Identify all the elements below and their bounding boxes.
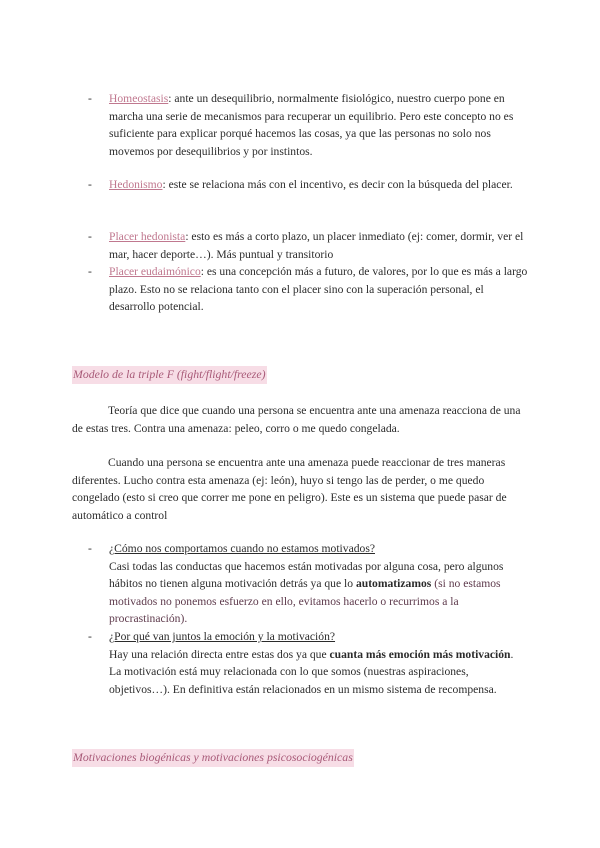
question-text: ¿Por qué van juntos la emoción y la motivación? <box>109 630 336 643</box>
bullet-text <box>109 540 528 628</box>
bullet-dash: - <box>88 178 92 191</box>
paragraph: Cuando una persona se encuentra ante una amenaza puede reaccionar de tres maneras diferentes. Lucho contra esta amenaza (ej: león), huyo si tengo las de perder, o me quedo congelado (esto si creo que correr me pone en peligro). Este es un sistema que puede pasar de automático a control <box>72 456 507 522</box>
term-placer-hedonista: Placer hedonista <box>109 230 186 243</box>
definition-text: : esto es más a corto plazo, un placer inmediato (ej: comer, dormir, ver el mar, hacer deporte…). Más puntual y transitorio <box>109 230 524 261</box>
answer-emphasis: cuanta más emoción más motivación <box>329 647 511 661</box>
list-item <box>88 90 528 160</box>
bullet-text <box>109 90 528 160</box>
answer-part: . La motivación está muy relacionada con lo que somos (nuestras aspiraciones, objetivos…). En definitiva están relacionados en un mismo sistema de recompensa. <box>109 647 514 696</box>
bullet-text <box>109 228 528 263</box>
answer-part: Hay una relación directa entre estas dos ya que <box>109 647 330 661</box>
definition-text: : es una concepción más a futuro, de valores, por lo que es más a largo plazo. Esto no se relaciona tanto con el placer sino con la superación personal, el desarrollo potencial. <box>109 265 528 313</box>
definition-text: : ante un desequilibrio, normalmente fisiológico, nuestro cuerpo pone en marcha una serie de mecanismos para recuperar un equilibrio. Pero este concepto no es suficiente para explicar porqué hacemos las cosas, ya que las personas no solo nos movemos por desequilibrios y por instintos. <box>109 92 514 158</box>
answer-part: Casi todas las conductas que hacemos están motivadas por alguna cosa, pero algunos hábitos no tienen alguna motivación detrás ya que lo <box>109 559 504 590</box>
term-hedonismo: Hedonismo <box>109 178 163 191</box>
bullet-dash: - <box>88 630 92 643</box>
answer-text <box>109 558 528 628</box>
bullet-dash: - <box>88 265 92 278</box>
bullet-dash: - <box>88 230 92 243</box>
bullet-text <box>109 176 528 194</box>
list-item <box>88 263 528 316</box>
question-text: ¿Cómo nos comportamos cuando no estamos motivados? <box>109 542 375 555</box>
definition-text: : este se relaciona más con el incentivo, es decir con la búsqueda del placer. <box>162 178 513 191</box>
paragraph: Teoría que dice que cuando una persona se encuentra ante una amenaza reacciona de una de estas tres. Contra una amenaza: peleo, corro o me quedo congelada. <box>72 404 521 435</box>
list-item <box>88 228 528 263</box>
answer-text <box>109 646 528 699</box>
bullet-dash: - <box>88 92 92 105</box>
section-heading-motivaciones: Motivaciones biogénicas y motivaciones psicosociogénicas <box>72 749 354 767</box>
term-homeostasis: Homeostasis <box>109 92 169 105</box>
answer-part: (si no estamos motivados no ponemos esfuerzo en ello, evitamos hacerlo o recurrimos a la procrastinación). <box>109 577 501 625</box>
bullet-text <box>109 628 528 698</box>
list-item <box>88 176 528 194</box>
bullet-text <box>109 263 528 316</box>
list-item-question <box>88 628 528 698</box>
section-heading-triple-f: Modelo de la triple F (fight/flight/freeze) <box>72 366 267 384</box>
answer-emphasis: automatizamos <box>355 577 432 590</box>
term-placer-eudaimonico: Placer eudaimónico <box>109 265 201 278</box>
bullet-dash: - <box>88 542 92 555</box>
list-item-question <box>88 540 528 628</box>
